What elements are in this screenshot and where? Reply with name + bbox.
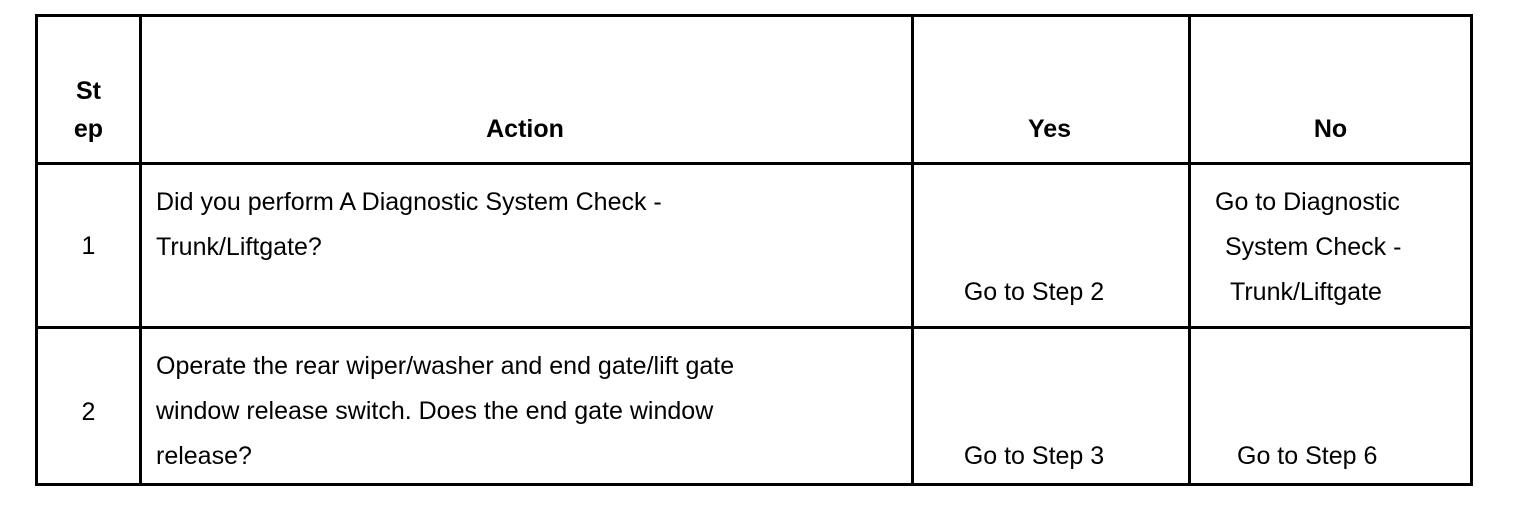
row1-step: 1 [81, 232, 96, 260]
row1-no-line: System Check - [1225, 233, 1402, 261]
row2-no: Go to Step 6 [1237, 442, 1378, 470]
header-step-line2: ep [73, 115, 104, 143]
header-no: No [1313, 115, 1348, 143]
header-yes: Yes [1027, 115, 1072, 143]
row-divider [38, 162, 1470, 165]
row1-no-line: Go to Diagnostic [1215, 188, 1400, 216]
header-step [38, 72, 139, 148]
row1-no [1188, 180, 1473, 315]
row1-yes: Go to Step 2 [963, 278, 1105, 306]
row1-action-line: Trunk/Liftgate? [156, 233, 322, 261]
row2-action [156, 344, 734, 479]
diagnostic-table [35, 14, 1473, 486]
row2-action-line: release? [156, 442, 252, 470]
header-action: Action [486, 115, 564, 143]
row-divider [38, 326, 1470, 329]
column-divider [911, 17, 914, 483]
row2-yes: Go to Step 3 [963, 442, 1105, 470]
row2-action-line: Operate the rear wiper/washer and end gate/lift gate [156, 352, 735, 380]
column-divider [139, 17, 142, 483]
row2-step: 2 [81, 398, 96, 426]
row1-no-line: Trunk/Liftgate [1230, 278, 1382, 306]
header-step-line1: St [76, 77, 101, 105]
row1-action [156, 180, 662, 270]
row1-action-line: Did you perform A Diagnostic System Check - [156, 188, 662, 216]
row2-action-line: window release switch. Does the end gate window [156, 397, 714, 425]
